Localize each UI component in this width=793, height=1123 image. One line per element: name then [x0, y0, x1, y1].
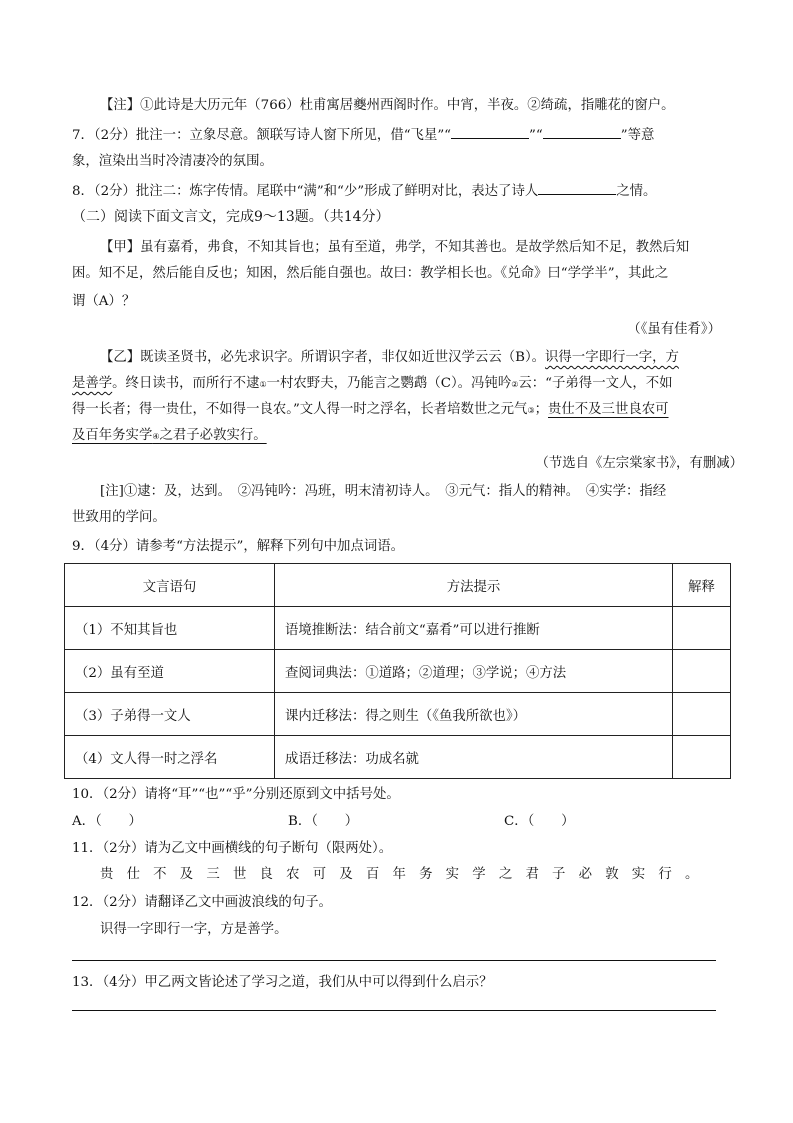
table-header-row: [65, 564, 731, 607]
row-method: 查阅词典法：①道路；②道理；③学说；④方法: [275, 650, 673, 693]
table-row: [65, 650, 731, 693]
note-marker-1: ①: [259, 380, 267, 389]
table-row: [65, 693, 731, 736]
q7-text-b: ”“: [529, 128, 543, 143]
jia-source: （《虽有佳肴》）: [627, 322, 721, 337]
yi-underlined-sentence-part-2: 及百年务实学: [72, 428, 153, 443]
question-7-line-1: [72, 124, 654, 143]
row-sentence: （3）子弟得一文人: [65, 693, 275, 736]
q7-blank-2[interactable]: [543, 124, 621, 139]
note-marker-2: ②: [511, 380, 519, 389]
q10-answer-c[interactable]: C．（ ）: [504, 814, 575, 829]
jia-line-1: 【甲】虽有嘉肴，弗食，不知其旨也；虽有至道，弗学，不知其善也。是故学然后知不足，教然后知: [100, 240, 690, 255]
yi-text-2d: 云：“子弟得一文人，不如: [518, 376, 673, 391]
header-explanation: 解释: [673, 564, 731, 607]
row-sentence: （4）文人得一时之浮名: [65, 736, 275, 779]
yi-text-2c: 一村农野夫，乃能言之鹦鹉（C）。冯钝吟: [266, 376, 512, 391]
vocabulary-table: [64, 563, 731, 779]
q8-text-b: 之情。: [616, 184, 657, 199]
yi-line-1: [100, 346, 679, 365]
row-method: 课内迁移法：得之则生（《鱼我所欲也》）: [275, 693, 673, 736]
header-method: 方法提示: [275, 564, 673, 607]
q8-text-a: 8．（2分）批注二：炼字传情。尾联中“满”和“少”形成了鲜明对比，表达了诗人: [72, 184, 539, 199]
question-9-prompt: 9．（4分）请参考“方法提示”，解释下列句中加点词语。: [72, 539, 405, 554]
yi-underlined-sentence-part-1: 贵仕不及三世良农可: [548, 402, 669, 417]
q8-blank[interactable]: [538, 180, 616, 195]
yi-text-2b: 。终日读书，而所行不逮: [112, 376, 260, 391]
poem-note: 【注】①此诗是大历元年（766）杜甫寓居夔州西阁时作。中宵，半夜。②绮疏，指雕花的窗户。: [100, 98, 675, 113]
q7-text-c: ”等意: [620, 128, 655, 143]
q12-answer-line[interactable]: [72, 960, 716, 961]
row-method: 成语迁移法：功成名就: [275, 736, 673, 779]
q12-sentence: 识得一字即行一字，方是善学。: [100, 922, 288, 937]
q10-answer-a[interactable]: A．（ ）: [72, 814, 142, 829]
row-answer-cell[interactable]: [673, 736, 731, 779]
table-row: [65, 607, 731, 650]
section-2-heading: （二）阅读下面文言文，完成9～13题。（共14分）: [72, 209, 390, 225]
yi-text-1a: 【乙】既读圣贤书，必先求识字。所谓识字者，非仅如近世汉学云云（B）。: [100, 350, 546, 365]
yi-line-4: [72, 424, 267, 443]
question-8: [72, 180, 656, 199]
q7-text-a: 7．（2分）批注一：立象尽意。颔联写诗人窗下所见，借“飞星”“: [72, 128, 452, 143]
question-13-prompt: 13．（4分）甲乙两文皆论述了学习之道，我们从中可以得到什么启示？: [72, 975, 493, 990]
yi-text-3b: ；: [534, 402, 548, 417]
yi-text-3a: 得一长者；得一贵仕，不如得一良农。”文人得一时之浮名，长者培数世之元气: [72, 402, 528, 417]
jia-line-3: 谓（A）？: [72, 294, 136, 309]
yi-line-2: [72, 372, 673, 391]
question-11-prompt: 11．（2分）请为乙文中画横线的句子断句（限两处）。: [72, 841, 393, 856]
yi-wavy-sentence-part-2: 是善学: [72, 376, 113, 391]
note-marker-3: ③: [527, 406, 535, 415]
row-method: 语境推断法：结合前文“嘉肴”可以进行推断: [275, 607, 673, 650]
question-12-prompt: 12．（2分）请翻译乙文中画波浪线的句子。: [72, 895, 332, 910]
yi-wavy-sentence-part-1: 识得一字即行一字，方: [545, 350, 679, 365]
question-10-prompt: 10．（2分）请将“耳”“也”“乎”分别还原到文中括号处。: [72, 787, 400, 802]
yi-source: （节选自《左宗棠家书》，有删减）: [535, 456, 743, 471]
question-7-line-2: 象，渲染出当时冷清凄冷的氛围。: [72, 154, 273, 169]
yi-underlined-sentence-part-3: 之君子必敦实行。: [159, 428, 267, 443]
row-sentence: （1）不知其旨也: [65, 607, 275, 650]
q10-answer-b[interactable]: B．（ ）: [288, 814, 359, 829]
notes-line-2: 世致用的学问。: [72, 510, 166, 525]
row-sentence: （2）虽有至道: [65, 650, 275, 693]
q11-sentence: 贵仕不及三世良农可及百年务实学之君子必敦实行。: [100, 867, 712, 882]
table-row: [65, 736, 731, 779]
row-answer-cell[interactable]: [673, 607, 731, 650]
q7-blank-1[interactable]: [451, 124, 529, 139]
jia-line-2: 困。知不足，然后能自反也；知困，然后能自强也。故曰：教学相长也。《兑命》曰“学学半”，其此之: [72, 266, 669, 281]
note-marker-4: ④: [152, 432, 160, 441]
row-answer-cell[interactable]: [673, 650, 731, 693]
row-answer-cell[interactable]: [673, 693, 731, 736]
notes-line-1: [注]①逮：及，达到。 ②冯钝吟：冯班，明末清初诗人。 ③元气：指人的精神。 ④实学：指经: [100, 484, 667, 499]
header-sentence: 文言语句: [65, 564, 275, 607]
yi-line-3: [72, 398, 669, 417]
q13-answer-line[interactable]: [72, 1010, 716, 1011]
